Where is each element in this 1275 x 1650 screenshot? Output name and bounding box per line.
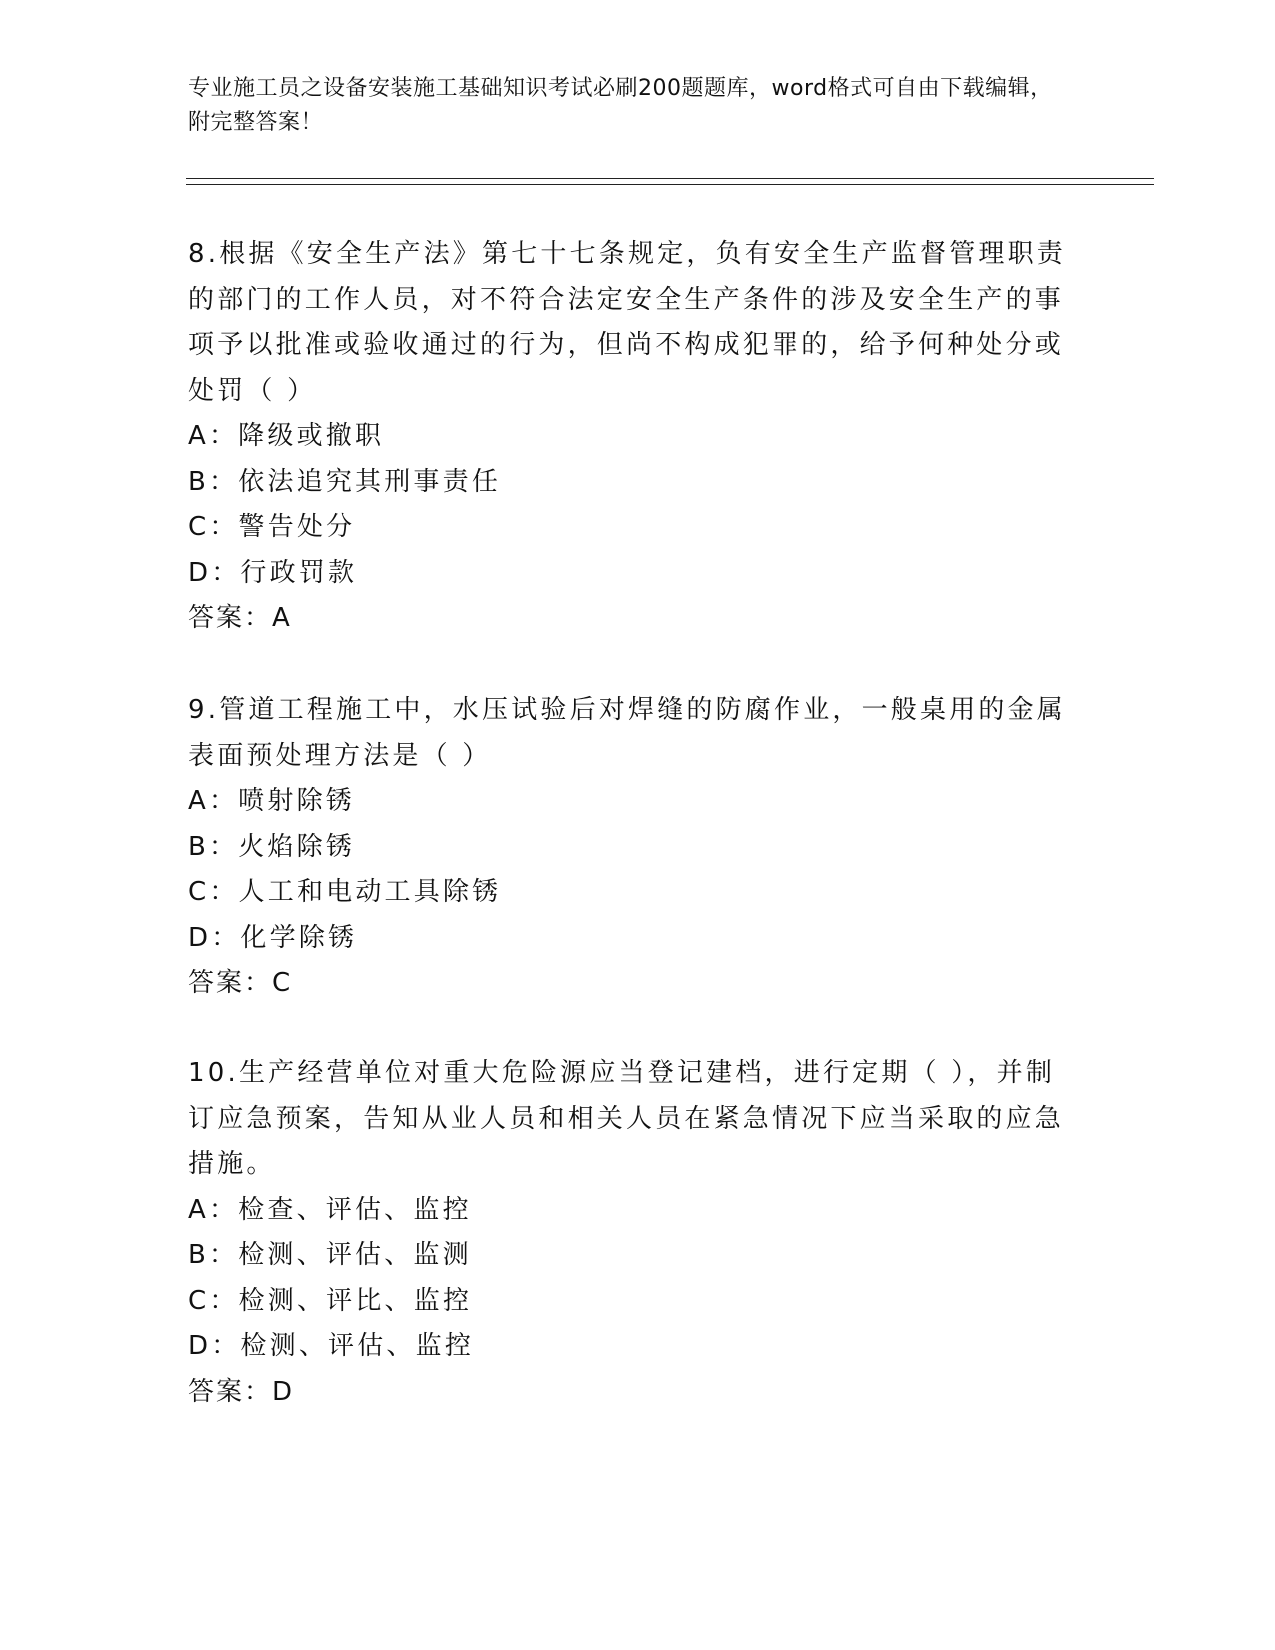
option-d: D：检测、评估、监控	[188, 1331, 475, 1361]
question-stem: 10.生产经营单位对重大危险源应当登记建档，进行定期（ ），并制订应急预案，告知从业人员和相关人员在紧急情况下应当采取的应急措施。	[188, 1058, 1065, 1179]
option-d: D：行政罚款	[188, 557, 358, 588]
option-c: C：人工和电动工具除锈	[188, 877, 502, 907]
question-block	[188, 688, 1068, 1007]
document-header: 专业施工员之设备安装施工基础知识考试必刷200题题库，word格式可自由下载编辑，附完整答案！	[188, 76, 1053, 135]
option-a: A：检查、评估、监控	[188, 1194, 472, 1225]
option-c: C：警告处分	[188, 512, 356, 542]
option-b: B：依法追究其刑事责任	[188, 466, 502, 497]
option-list	[188, 414, 1068, 596]
option-list	[188, 1188, 1068, 1370]
option-b: B：检测、评估、监测	[188, 1240, 472, 1270]
option-b: B：火焰除锈	[188, 831, 356, 862]
option-d: D：化学除锈	[188, 922, 358, 953]
header-divider-bottom	[186, 184, 1154, 185]
question-block	[188, 1051, 1068, 1415]
option-list	[188, 779, 1068, 961]
answer-line: 答案：A	[188, 603, 292, 633]
option-a: A：喷射除锈	[188, 786, 355, 816]
answer-line: 答案：C	[188, 968, 293, 998]
question-stem: 9.管道工程施工中，水压试验后对焊缝的防腐作业，一般桌用的金属表面预处理方法是（ ）	[188, 695, 1067, 771]
option-c: C：检测、评比、监控	[188, 1285, 473, 1316]
option-a: A：降级或撤职	[188, 421, 385, 451]
question-stem: 8.根据《安全生产法》第七十七条规定，负有安全生产监督管理职责的部门的工作人员，对不符合法定安全生产条件的涉及安全生产的事项予以批准或验收通过的行为，但尚不构成犯罪的，给予何种处分或处罚（ ）	[188, 239, 1067, 406]
header-divider-top	[186, 178, 1154, 179]
answer-line: 答案：D	[188, 1376, 295, 1407]
question-block	[188, 232, 1068, 642]
